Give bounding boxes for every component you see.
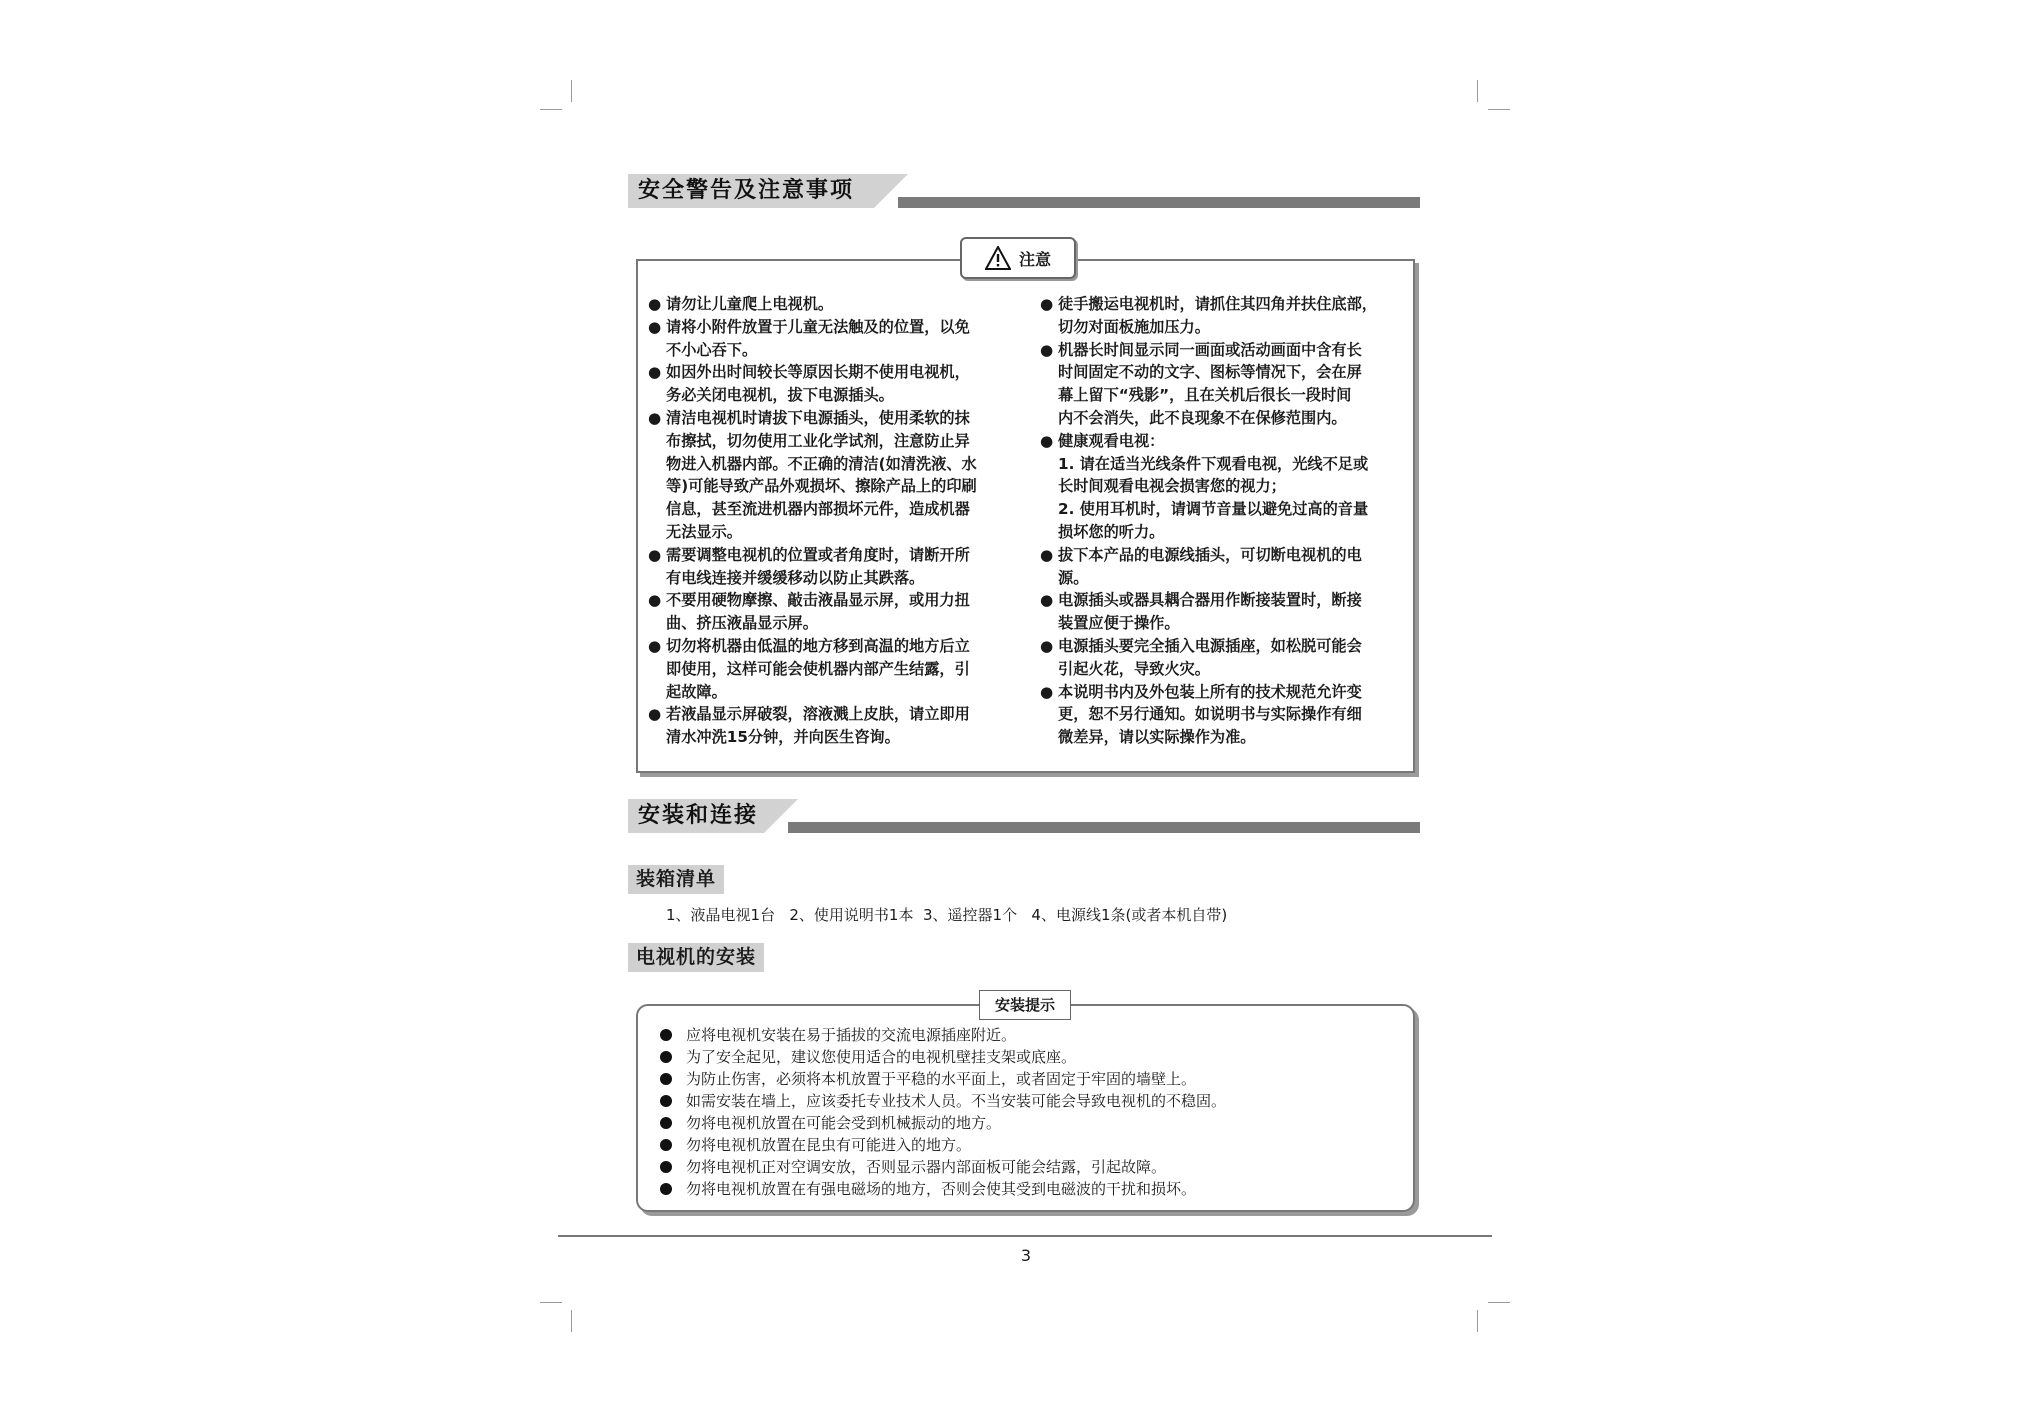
- bullet-icon: [660, 1073, 672, 1085]
- install-tip-text: 勿将电视机放置在有强电磁场的地方，否则会使其受到电磁波的干扰和损坏。: [686, 1180, 1197, 1198]
- install-tip: [660, 1046, 1226, 1068]
- section-header-install: [628, 799, 1420, 833]
- caution-item: [648, 635, 1018, 703]
- bullet-icon: [660, 1117, 672, 1129]
- caution-item: [1040, 544, 1406, 590]
- caution-item-line: 内不会消失，此不良现象不在保修范围内。: [1058, 408, 1347, 427]
- bullet-icon: [660, 1161, 672, 1173]
- caution-item: [1040, 293, 1406, 339]
- caution-item: [648, 293, 1018, 316]
- caution-item-line: 电源插头或器具耦合器用作断接装置时，断接: [1058, 591, 1362, 610]
- caution-item-line: 有电线连接并缓缓移动以防止其跌落。: [666, 568, 925, 587]
- caution-item-line: 健康观看电视：: [1058, 431, 1165, 450]
- caution-item-line: 布擦拭，切勿使用工业化学试剂，注意防止异: [666, 431, 970, 450]
- caution-label: [960, 237, 1076, 279]
- crop-mark: [1488, 1302, 1510, 1303]
- bullet-icon: [660, 1029, 672, 1041]
- install-tip: [660, 1112, 1226, 1134]
- bullet-icon: [660, 1051, 672, 1063]
- header-rule: [898, 197, 1420, 208]
- caution-item-line: 拔下本产品的电源线插头，可切断电视机的电: [1058, 545, 1362, 564]
- caution-item-line: 清水冲洗15分钟，并向医生咨询。: [666, 728, 900, 747]
- packing-list: 1、液晶电视1台 2、使用说明书1本 3、遥控器1个 4、电源线1条(或者本机自带): [666, 906, 1228, 924]
- caution-item-line: 等)可能导致产品外观损坏、擦除产品上的印刷: [666, 477, 977, 496]
- bullet-icon: ●: [1040, 295, 1054, 313]
- caution-item: [648, 316, 1018, 362]
- warning-triangle-icon: [985, 246, 1011, 270]
- caution-item-line: 机器长时间显示同一画面或活动画面中含有长: [1058, 340, 1362, 359]
- page-number: 3: [1020, 1246, 1032, 1265]
- bullet-icon: ●: [648, 545, 662, 564]
- bullet-icon: ●: [1040, 545, 1054, 564]
- bullet-icon: ●: [648, 295, 662, 313]
- install-tip-text: 为了安全起见，建议您使用适合的电视机壁挂支架或底座。: [686, 1048, 1077, 1066]
- caution-item-line: 不小心吞下。: [666, 340, 758, 359]
- caution-item-line: 本说明书内及外包装上所有的技术规范允许变: [1058, 682, 1362, 701]
- install-tip-text: 为防止伤害，必须将本机放置于平稳的水平面上，或者固定于牢固的墙壁上。: [686, 1070, 1197, 1088]
- install-tip-text: 勿将电视机放置在昆虫有可能进入的地方。: [686, 1136, 972, 1154]
- caution-item-line: 源。: [1058, 568, 1089, 587]
- bullet-icon: ●: [1040, 591, 1054, 610]
- bullet-icon: [660, 1139, 672, 1151]
- install-title: 电视机的安装: [628, 943, 764, 972]
- footer-rule: [558, 1235, 1492, 1237]
- caution-item-line: 徒手搬运电视机时，请抓住其四角并扶住底部，: [1058, 295, 1377, 313]
- crop-mark: [1477, 1310, 1478, 1332]
- bullet-icon: ●: [648, 408, 662, 427]
- caution-item-line: 务必关闭电视机，拔下电源插头。: [666, 386, 894, 405]
- install-tip: [660, 1024, 1226, 1046]
- caution-item: [1040, 681, 1406, 749]
- install-tip-text: 勿将电视机放置在可能会受到机械振动的地方。: [686, 1114, 1002, 1132]
- caution-item: [1040, 589, 1406, 635]
- bullet-icon: ●: [648, 317, 662, 336]
- caution-subitem-line: 1. 请在适当光线条件下观看电视，光线不足或: [1058, 454, 1369, 473]
- crop-mark: [1477, 80, 1478, 102]
- caution-subitem-line: 损坏您的听力。: [1058, 522, 1165, 541]
- bullet-icon: ●: [648, 705, 662, 724]
- caution-item-line: 曲、挤压液晶显示屏。: [666, 614, 818, 633]
- crop-mark: [1488, 109, 1510, 110]
- caution-item-line: 即使用，这样可能会使机器内部产生结露，引: [666, 659, 970, 678]
- install-tip-text: 如需安装在墙上，应该委托专业技术人员。不当安装可能会导致电视机的不稳固。: [686, 1092, 1227, 1110]
- caution-subitem: [1040, 453, 1406, 499]
- caution-item: [648, 407, 1018, 544]
- caution-item-line: 时间固定不动的文字、图标等情况下，会在屏: [1058, 363, 1362, 382]
- section-title: 安装和连接: [628, 799, 764, 833]
- caution-item: [648, 703, 1018, 749]
- caution-label-text: 注意: [1018, 249, 1051, 269]
- caution-subitem: [1040, 498, 1406, 544]
- install-tips-label: 安装提示: [979, 990, 1071, 1020]
- caution-item-line: 无法显示。: [666, 522, 742, 541]
- install-tips-list: [660, 1024, 1226, 1200]
- caution-subitem-line: 2. 使用耳机时，请调节音量以避免过高的音量: [1058, 500, 1369, 519]
- caution-item-line: 清洁电视机时请拔下电源插头，使用柔软的抹: [666, 408, 970, 427]
- install-tip-text: 应将电视机安装在易于插拔的交流电源插座附近。: [686, 1026, 1017, 1044]
- crop-mark: [540, 1302, 562, 1303]
- caution-item-line: 幕上留下“残影”，且在关机后很长一段时间: [1058, 386, 1352, 405]
- header-rule: [788, 822, 1420, 833]
- crop-mark: [571, 1310, 572, 1332]
- crop-mark: [571, 80, 572, 102]
- caution-item-line: 物进入机器内部。不正确的清洁(如清洗液、水: [666, 454, 977, 473]
- caution-item-line: 不要用硬物摩擦、敲击液晶显示屏，或用力扭: [666, 591, 970, 610]
- caution-left-column: [648, 293, 1018, 749]
- bullet-icon: ●: [648, 591, 662, 610]
- caution-item: [1040, 430, 1406, 453]
- caution-item-line: 微差异，请以实际操作为准。: [1058, 728, 1256, 747]
- install-tip: [660, 1090, 1226, 1112]
- install-tip: [660, 1134, 1226, 1156]
- caution-item-line: 引起火花，导致火灾。: [1058, 659, 1210, 678]
- caution-right-column: [1040, 293, 1406, 749]
- caution-item-line: 电源插头要完全插入电源插座，如松脱可能会: [1058, 636, 1362, 655]
- caution-item-line: 更，恕不另行通知。如说明书与实际操作有细: [1058, 705, 1362, 724]
- caution-item: [1040, 339, 1406, 430]
- packing-title: 装箱清单: [628, 865, 724, 894]
- install-tip: [660, 1068, 1226, 1090]
- bullet-icon: ●: [1040, 431, 1054, 450]
- caution-item-line: 需要调整电视机的位置或者角度时，请断开所: [666, 545, 970, 564]
- caution-item-line: 切勿对面板施加压力。: [1058, 317, 1210, 336]
- caution-item: [648, 589, 1018, 635]
- bullet-icon: [660, 1095, 672, 1107]
- caution-item-line: 起故障。: [666, 682, 727, 701]
- caution-item-line: 请将小附件放置于儿童无法触及的位置，以免: [666, 317, 970, 336]
- bullet-icon: ●: [1040, 340, 1054, 359]
- crop-mark: [540, 109, 562, 110]
- caution-item-line: 切勿将机器由低温的地方移到高温的地方后立: [666, 636, 970, 655]
- install-tip-text: 勿将电视机正对空调安放，否则显示器内部面板可能会结露，引起故障。: [686, 1158, 1167, 1176]
- caution-item-line: 装置应便于操作。: [1058, 614, 1180, 633]
- caution-item: [648, 361, 1018, 407]
- caution-item-line: 如因外出时间较长等原因长期不使用电视机，: [666, 363, 970, 382]
- caution-item: [1040, 635, 1406, 681]
- caution-item-line: 信息，甚至流进机器内部损坏元件，造成机器: [666, 500, 970, 519]
- install-tip: [660, 1178, 1226, 1200]
- bullet-icon: ●: [1040, 636, 1054, 655]
- install-tip: [660, 1156, 1226, 1178]
- bullet-icon: ●: [648, 636, 662, 655]
- section-title: 安全警告及注意事项: [628, 174, 874, 208]
- caution-item: [648, 544, 1018, 590]
- caution-subitem-line: 长时间观看电视会损害您的视力；: [1058, 477, 1286, 496]
- bullet-icon: ●: [1040, 682, 1054, 701]
- bullet-icon: ●: [648, 363, 662, 382]
- caution-item-line: 若液晶显示屏破裂，溶液溅上皮肤，请立即用: [666, 705, 970, 724]
- caution-item-line: 请勿让儿童爬上电视机。: [666, 295, 834, 313]
- bullet-icon: [660, 1183, 672, 1195]
- section-header-safety: [628, 174, 1420, 208]
